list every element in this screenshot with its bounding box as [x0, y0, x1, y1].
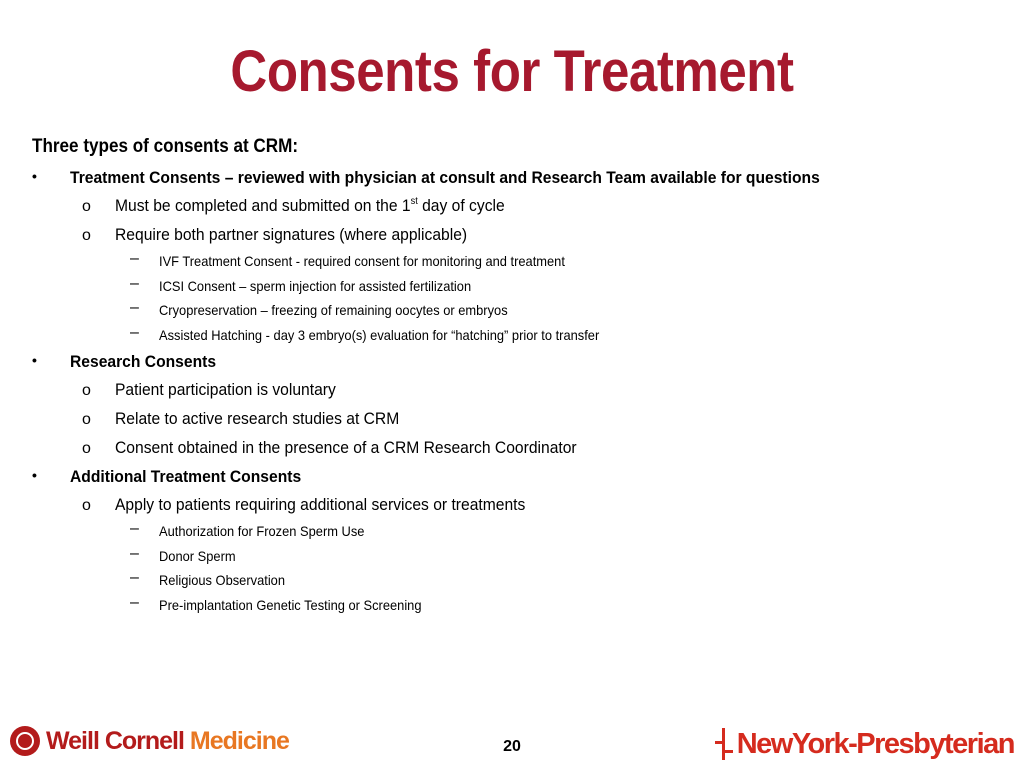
- dash-marker: –: [130, 250, 139, 267]
- dash-marker: –: [130, 323, 139, 341]
- bullet-label: Additional Treatment Consents: [70, 467, 302, 486]
- bullet-marker: •: [32, 352, 37, 368]
- sub-list-item: [32, 252, 992, 277]
- nyp-mark-icon: [715, 728, 733, 760]
- bullet-research-consents: [32, 350, 992, 378]
- circle-marker: o: [82, 382, 91, 399]
- sub-list-item-text: Pre-implantation Genetic Testing or Screening: [159, 596, 422, 613]
- list-item-text: Apply to patients requiring additional services or treatments: [115, 495, 526, 514]
- weill-cornell-wordmark: Weill Cornell Medicine: [46, 726, 289, 755]
- sub-list-item: [32, 593, 992, 621]
- list-item: [32, 493, 992, 522]
- list-item-text: Relate to active research studies at CRM: [115, 409, 400, 428]
- sub-list-item: [32, 522, 992, 547]
- bullet-label: Research Consents: [70, 352, 217, 371]
- circle-marker: o: [82, 198, 91, 215]
- dash-marker: –: [130, 593, 139, 611]
- dash-marker: –: [130, 520, 139, 537]
- circle-marker: o: [82, 440, 91, 457]
- sub-list-item-text: Religious Observation: [159, 572, 286, 588]
- sub-list-item: [32, 571, 992, 596]
- list-item-text: Consent obtained in the presence of a CRM Research Coordinator: [115, 438, 577, 457]
- sub-list-item-text: ICSI Consent – sperm injection for assisted fertilization: [159, 277, 472, 294]
- sub-list-item: [32, 323, 992, 351]
- bullet-treatment-consents: [32, 166, 992, 194]
- circle-marker: o: [82, 227, 91, 244]
- sub-list-item-text: Cryopreservation – freezing of remaining oocytes or embryos: [159, 302, 508, 318]
- dash-marker: –: [130, 299, 139, 316]
- list-item: [32, 407, 992, 436]
- page-number: 20: [503, 738, 521, 755]
- list-item: [32, 436, 992, 465]
- list-item-text: Require both partner signatures (where applicable): [115, 225, 468, 244]
- dash-marker: –: [130, 544, 139, 562]
- list-item: [32, 378, 992, 407]
- list-item: [32, 194, 992, 223]
- nyp-logo: [715, 724, 1014, 764]
- slide-content: [32, 136, 992, 620]
- cornell-seal-icon: [10, 726, 40, 756]
- circle-marker: o: [82, 411, 91, 428]
- bullet-additional-consents: [32, 465, 992, 493]
- dash-marker: –: [130, 274, 139, 292]
- nyp-wordmark: NewYork-Presbyterian: [736, 727, 1014, 760]
- dash-marker: –: [130, 569, 139, 586]
- bullet-marker: •: [32, 168, 37, 184]
- list-item-text: Patient participation is voluntary: [115, 380, 336, 399]
- circle-marker: o: [82, 497, 91, 514]
- bullet-marker: •: [32, 467, 37, 483]
- sub-list-item-text: Assisted Hatching - day 3 embryo(s) evaluation for “hatching” prior to transfer: [159, 326, 600, 343]
- slide-title: Consents for Treatment: [230, 39, 794, 104]
- sub-list-item: [32, 301, 992, 326]
- sub-list-item-text: IVF Treatment Consent - required consent for monitoring and treatment: [159, 253, 565, 269]
- sub-list-item: [32, 274, 992, 302]
- list-item-text: Must be completed and submitted on the 1st day of cycle: [115, 196, 505, 215]
- intro-heading: Three types of consents at CRM:: [32, 136, 299, 157]
- sub-list-item: [32, 544, 992, 572]
- weill-cornell-logo: [10, 724, 289, 758]
- bullet-label: Treatment Consents – reviewed with physician at consult and Research Team available for questions: [70, 168, 820, 187]
- sub-list-item-text: Donor Sperm: [159, 547, 236, 564]
- list-item: [32, 223, 992, 252]
- sub-list-item-text: Authorization for Frozen Sperm Use: [159, 523, 365, 539]
